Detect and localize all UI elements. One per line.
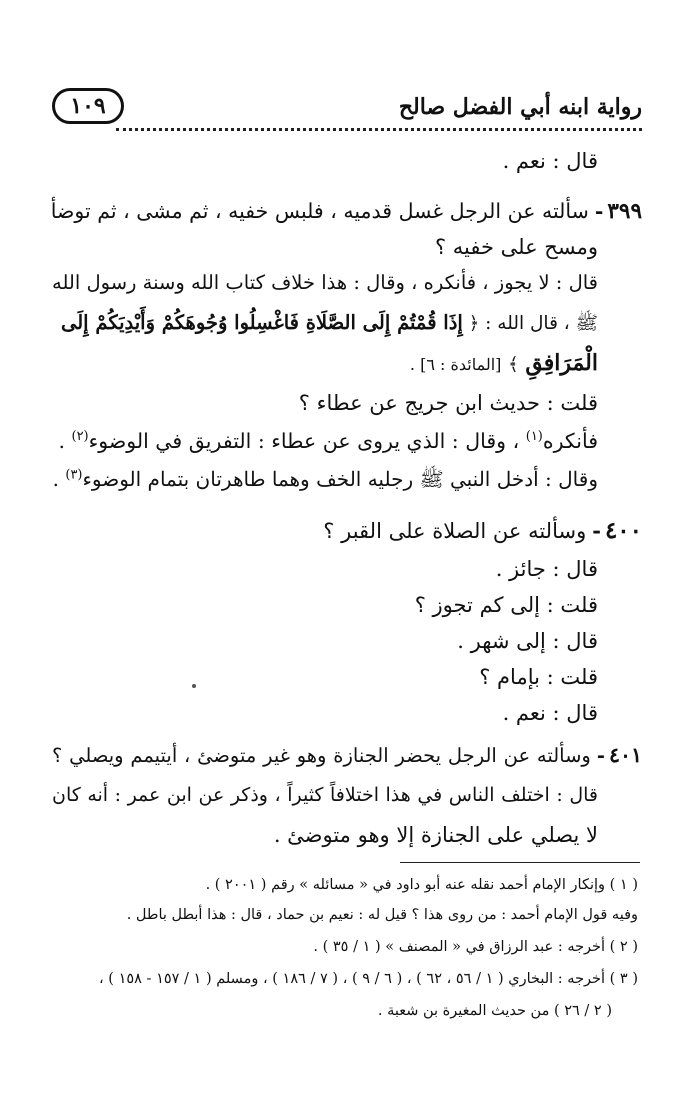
page-number: ١٠٩ — [70, 93, 106, 119]
question-text: ومسح على خفيه ؟ — [434, 235, 598, 259]
question-text: قلت : بإمام ؟ — [479, 665, 598, 689]
quran-reference: [المائدة : ٦] . — [409, 355, 502, 374]
question-399-line-1 — [52, 196, 642, 227]
question-400-line-1 — [52, 516, 642, 546]
answer-399-line-3 — [52, 348, 598, 380]
answer-text: . — [58, 429, 72, 453]
answer-text: ﷺ ، قال الله : — [485, 313, 598, 334]
quran-bracket-open: ﴿ — [468, 313, 480, 334]
quran-verse: إِذَا قُمْتُمْ إِلَى الصَّلَاةِ فَاغْسِلُوا وُجُوهَكُمْ وَأَيْدِيَكُمْ إِلَى — [60, 311, 463, 334]
question-number: ٤٠١ — [608, 743, 642, 767]
answer-400-line-1 — [52, 554, 598, 584]
footnote-separator — [400, 862, 640, 863]
answer-399-line-2 — [52, 308, 598, 339]
answer-401-line-2 — [52, 820, 598, 850]
answer-text: وقال : أدخل النبي ﷺ رجليه الخف وهما طاهرتان بتمام الوضوء — [82, 467, 598, 491]
answer-399-line-1 — [52, 268, 598, 298]
answer-text: ، وقال : الذي يروى عن عطاء : التفريق في الوضوء — [88, 429, 526, 453]
footnote-3-line-2 — [40, 1000, 612, 1022]
question-dash: - — [594, 199, 604, 223]
question-dash: - — [596, 744, 605, 767]
answer-text: فأنكره — [542, 429, 598, 453]
footnote-text: ( ٢ ) أخرجه : عبد الرزاق في « المصنف » ( ١ / ٣٥ ) . — [313, 939, 638, 955]
footnote-text: ( ١ ) وإنكار الإمام أحمد نقله عنه أبو داود في « مسائله » رقم ( ٢٠٠١ ) . — [205, 877, 638, 893]
answer-text: قال : نعم . — [502, 149, 598, 173]
question-400-line-2 — [52, 590, 598, 620]
page-header — [52, 88, 642, 132]
answer-text: . — [52, 467, 66, 491]
footnote-text: ( ٢ / ٢٦ ) من حديث المغيرة بن شعبة . — [377, 1003, 612, 1019]
quran-verse: الْمَرَافِقِ — [525, 350, 598, 376]
answer-399-line-5 — [52, 464, 598, 494]
running-head: رواية ابنه أبي الفضل صالح — [398, 94, 642, 120]
quran-bracket-close: ﴾ — [508, 354, 519, 375]
page-number-badge — [52, 88, 124, 124]
question-number: ٣٩٩ — [607, 199, 642, 224]
answer-400-line-2 — [52, 626, 598, 656]
question-text: سألته عن الرجل غسل قدميه ، فلبس خفيه ، ثم مشى ، ثم توضأ — [50, 199, 589, 223]
answer-400-line-3 — [52, 698, 598, 728]
question-400-line-3 — [52, 662, 598, 692]
question-401-line-1 — [52, 740, 642, 771]
footnote-2 — [40, 936, 638, 958]
header-dotted-rule — [116, 128, 642, 131]
answer-text: لا يصلي على الجنازة إلا وهو متوضئ . — [273, 823, 598, 847]
answer-text: قال : نعم . — [502, 701, 598, 725]
question-dash: - — [592, 518, 601, 543]
footnote-1-line-2 — [40, 904, 638, 926]
question-text: قلت : إلى كم تجوز ؟ — [414, 593, 598, 617]
answer-399-line-4 — [52, 426, 598, 456]
answer-text: قال : اختلف الناس في هذا اختلافاً كثيراً ، وذكر عن ابن عمر : أنه كان — [52, 784, 598, 806]
footnote-marker: (٣) — [65, 467, 83, 483]
question-number: ٤٠٠ — [604, 517, 642, 544]
footnote-1-line-1 — [40, 874, 638, 896]
answer-401-line-1 — [52, 780, 598, 810]
question-text: وسألته عن الرجل يحضر الجنازة وهو غير متوضئ ، أيتيمم ويصلي ؟ — [52, 744, 591, 767]
footnote-marker: (١) — [525, 429, 543, 445]
text-line — [52, 146, 598, 176]
answer-text: قال : إلى شهر . — [457, 629, 598, 653]
footnote-text: ( ٣ ) أخرجه : البخاري ( ١ / ٥٦ ، ٦٢ ) ، ( ٦ / ٩ ) ، ( ٧ / ١٨٦ ) ، ومسلم ( ١ / ١٥٧ - ١٥٨ ) ، — [99, 971, 638, 987]
answer-text: قال : لا يجوز ، فأنكره ، وقال : هذا خلاف كتاب الله وسنة رسول الله — [52, 271, 598, 294]
question-399-line-2 — [52, 232, 598, 262]
question-399-line-6 — [52, 388, 598, 418]
footnote-text: وفيه قول الإمام أحمد : من روى هذا ؟ قيل له : نعيم بن حماد ، قال : هذا أبطل باطل . — [126, 907, 638, 923]
answer-text: قال : جائز . — [495, 557, 598, 581]
footnote-3-line-1 — [40, 968, 638, 990]
ink-speck — [192, 684, 196, 688]
question-text: قلت : حديث ابن جريج عن عطاء ؟ — [298, 391, 598, 415]
footnote-marker: (٢) — [71, 429, 89, 445]
question-text: وسألته عن الصلاة على القبر ؟ — [323, 519, 587, 543]
